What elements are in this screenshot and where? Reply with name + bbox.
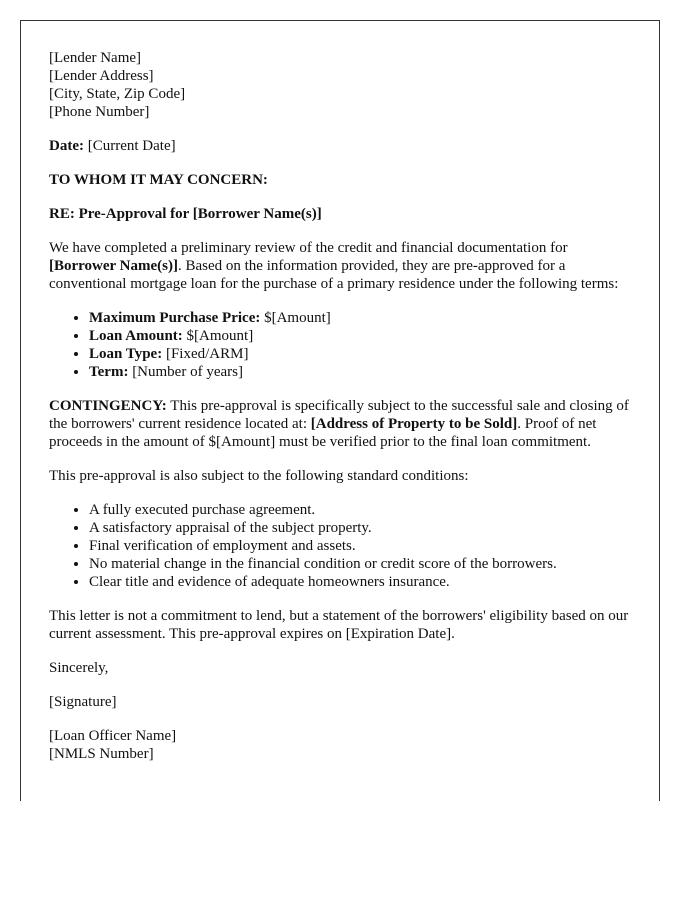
contingency-text-before: This pre-approval is specifically subject to the successful sale and closing of the borrowers' current residence located at:: [49, 398, 629, 432]
condition-item: • Clear title and evidence of adequate homeowners insurance.: [89, 573, 629, 591]
officer-name: [Loan Officer Name]: [49, 728, 177, 744]
officer-nmls: [NMLS Number]: [49, 746, 154, 762]
conditions-list: [49, 501, 629, 591]
date-value: [Current Date]: [83, 138, 176, 154]
lender-phone: [Phone Number]: [49, 104, 150, 120]
condition-item: • A satisfactory appraisal of the subject property.: [89, 519, 629, 537]
term-value: $[Amount]: [260, 310, 331, 326]
letter-content: [49, 49, 629, 763]
term-label: Loan Amount:: [89, 328, 183, 344]
term-label: Term:: [89, 364, 129, 380]
signature: [Signature]: [49, 694, 117, 710]
re-line: [49, 205, 629, 223]
lender-city-state-zip: [City, State, Zip Code]: [49, 86, 186, 102]
lender-address-block: [49, 49, 629, 121]
term-label: Loan Type:: [89, 346, 163, 362]
term-label: Maximum Purchase Price:: [89, 310, 261, 326]
contingency-text-after: . Proof of net proceeds in the amount of $[Amount] must be verified prior to the final loan commitment.: [49, 416, 597, 450]
term-item: [89, 327, 629, 345]
re-text: RE: Pre-Approval for [Borrower Name(s)]: [49, 206, 322, 222]
condition-item: • A fully executed purchase agreement.: [89, 501, 629, 519]
term-item: [89, 345, 629, 363]
term-value: $[Amount]: [182, 328, 254, 344]
condition-item: • No material change in the financial condition or credit score of the borrowers.: [89, 555, 629, 573]
intro-borrower: [Borrower Name(s)]: [49, 258, 178, 274]
term-item: [89, 309, 629, 327]
conditions-intro: This pre-approval is also subject to the following standard conditions:: [49, 468, 469, 484]
contingency-label: CONTINGENCY:: [49, 398, 167, 414]
condition-item: • Final verification of employment and assets.: [89, 537, 629, 555]
contingency-address: [Address of Property to be Sold]: [310, 416, 518, 432]
officer-block: [49, 727, 629, 763]
term-value: [Fixed/ARM]: [162, 346, 249, 362]
lender-name: [Lender Name]: [49, 50, 142, 66]
intro-paragraph: [49, 239, 629, 293]
date-line: [49, 137, 629, 155]
disclaimer-paragraph: This letter is not a commitment to lend, but a statement of the borrowers' eligibility based on our current assessment. This pre-approval expires on [Expiration Date].: [49, 608, 629, 642]
intro-text-before: We have completed a preliminary review of the credit and financial documentation for: [49, 240, 568, 256]
closing: Sincerely,: [49, 660, 109, 676]
term-value: [Number of years]: [128, 364, 243, 380]
letter-page: [20, 20, 660, 801]
term-item: [89, 363, 629, 381]
contingency-paragraph: [49, 397, 629, 451]
intro-text-after: . Based on the information provided, they are pre-approved for a conventional mortgage loan for the purchase of a primary residence under the following terms:: [49, 258, 619, 292]
date-label: Date:: [49, 138, 84, 154]
lender-address: [Lender Address]: [49, 68, 154, 84]
salutation-text: TO WHOM IT MAY CONCERN:: [49, 172, 268, 188]
terms-list: [49, 309, 629, 381]
salutation: [49, 171, 629, 189]
